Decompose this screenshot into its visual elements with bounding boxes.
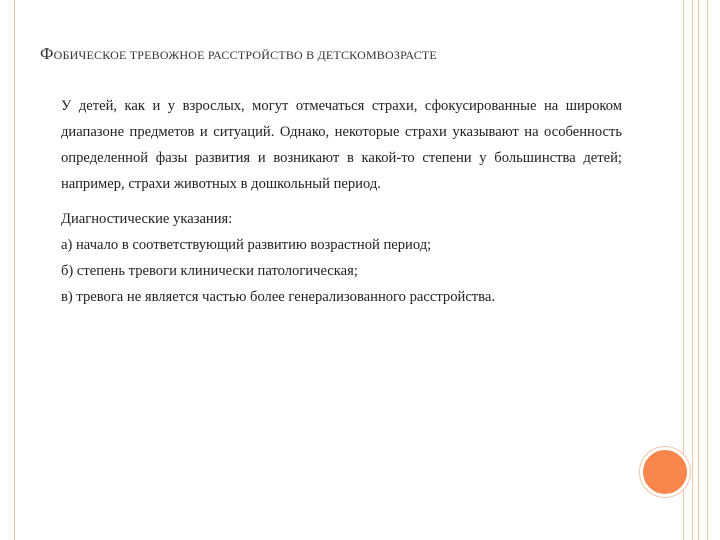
frame-line-left: [14, 0, 15, 540]
slide-body: [61, 93, 622, 319]
slide-title-first-letter: Ф: [40, 44, 54, 63]
slide-title-rest: ОБИЧЕСКОЕ ТРЕВОЖНОЕ РАССТРОЙСТВО В ДЕТСКОМВОЗРАСТЕ: [53, 48, 437, 62]
diagnostic-heading: Диагностические указания:: [61, 211, 233, 227]
frame-line-right-3: [698, 0, 699, 540]
decorative-circle: [640, 447, 690, 497]
frame-line-right-4: [707, 0, 708, 540]
body-paragraph-2: [61, 206, 622, 310]
frame-line-right-2: [692, 0, 693, 540]
diagnostic-item-a: а) начало в соответствующий развитию возрастной период;: [61, 237, 432, 253]
diagnostic-item-b: б) степень тревоги клинически патологическая;: [61, 263, 358, 279]
slide-title: [40, 44, 680, 64]
body-paragraph-1: У детей, как и у взрослых, могут отмечаться страхи, сфокусированные на широком диапазоне предметов и ситуаций. Однако, некоторые страхи указывают на особенность определенной фазы развития и возникают в какой-то степени у большинства детей; например, страхи животных в дошкольный период.: [61, 98, 622, 192]
diagnostic-item-c: в) тревога не является частью более генерализованного расстройства.: [61, 289, 495, 305]
